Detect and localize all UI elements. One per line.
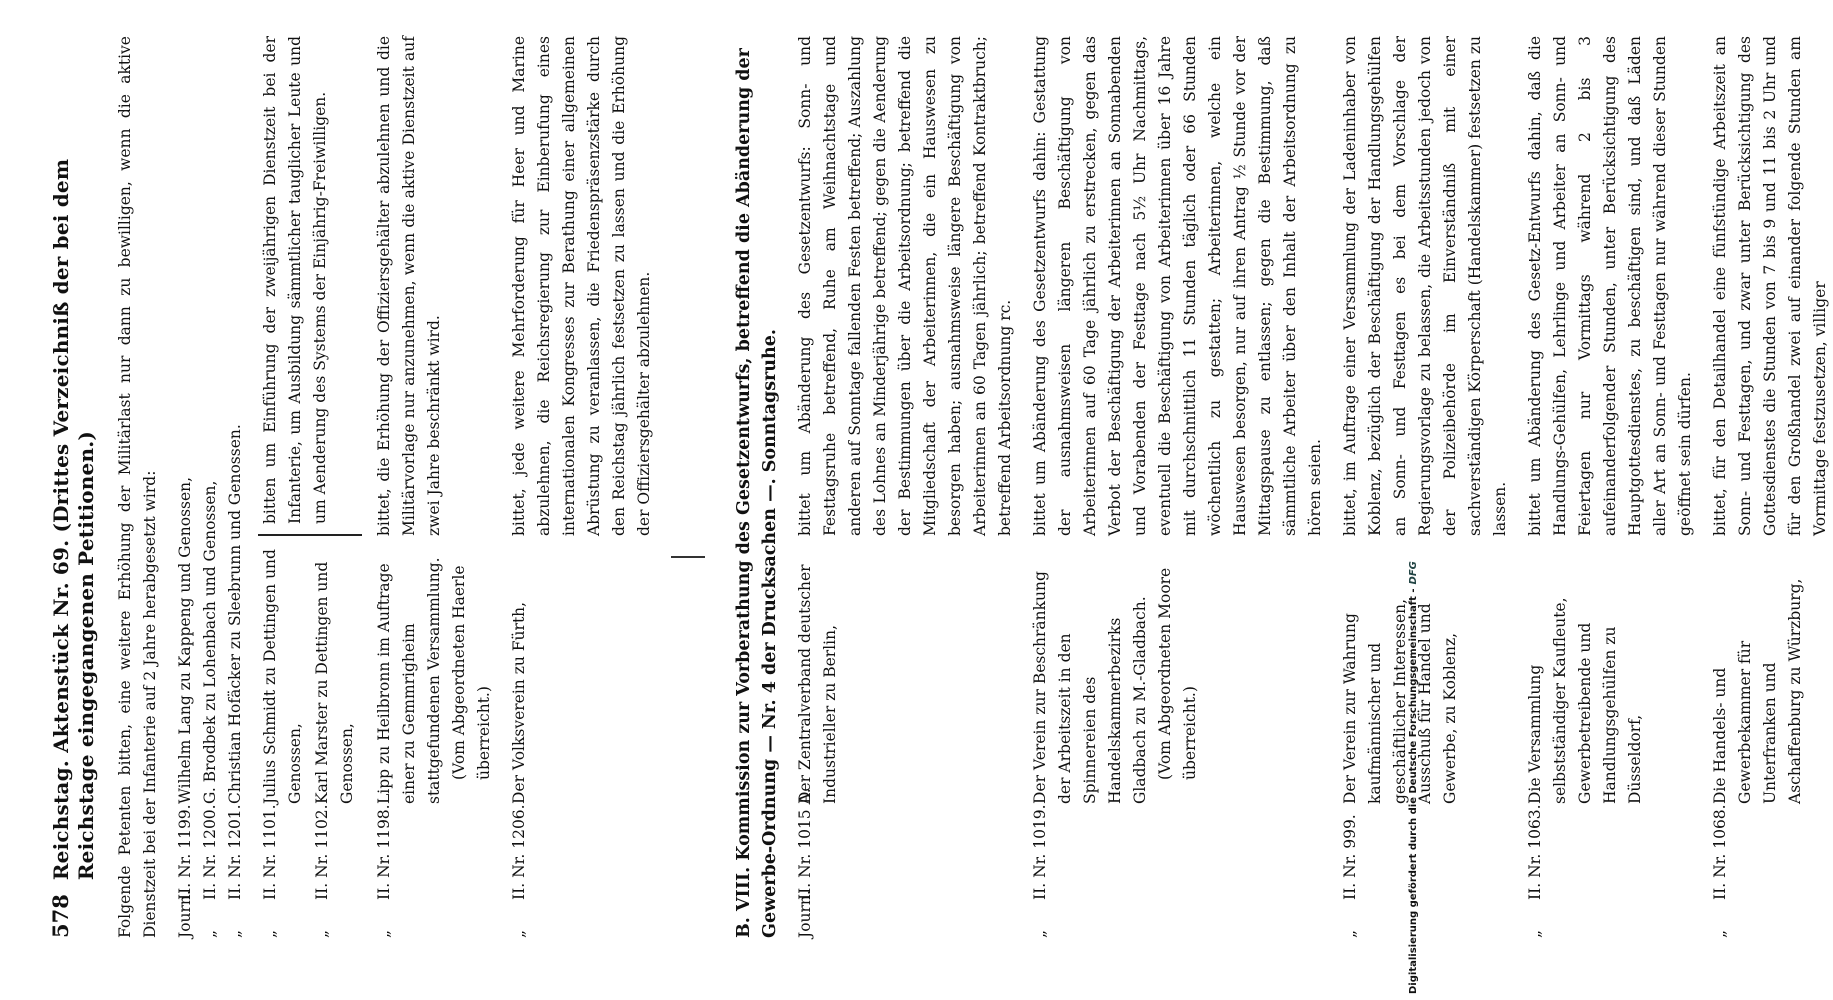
petitioner: Wilhelm Lang zu Kappeng und Genossen, xyxy=(176,476,194,804)
petition-row xyxy=(372,36,497,938)
petitioner: Der Zentralverband deutscher Industrieller zu Berlin, xyxy=(796,564,839,804)
petition-row xyxy=(1523,36,1698,938)
ditto-marker: „ xyxy=(226,929,244,938)
grouped-petitions xyxy=(258,36,362,938)
petitioner: Julius Schmidt zu Dettingen und Genossen, xyxy=(261,549,304,804)
ditto-marker: „ xyxy=(261,929,279,938)
journal-reference: II. Nr. 1200. xyxy=(201,804,219,900)
journal-marker: Journ. xyxy=(796,890,814,938)
petition-row xyxy=(310,536,360,938)
petition-row xyxy=(173,36,198,938)
dfg-logo: DFG xyxy=(1408,561,1419,585)
petition-row xyxy=(258,536,308,938)
petition-request: bittet, die Erhöhung der Offiziersgehälter abzulehnen und die Militärvorlage nur anzunehmen, wenn die aktive Dienstzeit auf zwei Jahre beschränkt wird. xyxy=(375,36,443,536)
journal-reference: II. Nr. 1101. xyxy=(261,804,279,900)
petition-request: bittet, im Auftrage einer Versammlung der Ladeninhaber von Koblenz, bezüglich der Beschäftigung der Handlungsgehülfen an Sonn- und Festtagen es bei dem Vorschlage der Regierungsvorlage zu belassen, die Arbeitsstunden jedoch von der Polizeibehörde im Einverständniß mit einer sachverständigen Körperschaft (Handelskammer) festsetzen zu lassen. xyxy=(1341,36,1509,536)
petitioner: Die Versammlung selbstständiger Kaufleute, Gewerbetreibende und Handlungsgehülfen zu Düsseldorf, xyxy=(1526,597,1644,804)
petition-row xyxy=(1708,36,1833,938)
section-heading: B. VIII. Kommission zur Vorberathung des Gesetzentwurfs, betreffend die Abänderung der Gewerbe-Ordnung — Nr. 4 der Drucksachen —. Sonntagsruhe. xyxy=(734,48,780,938)
petition-row xyxy=(223,36,248,938)
separator-rule xyxy=(671,556,705,558)
ditto-marker: „ xyxy=(201,929,219,938)
ditto-marker: „ xyxy=(1711,929,1729,938)
intro-paragraph: Folgende Petenten bitten, eine weitere Erhöhung der Militärlast nur dann zu bewilligen, wenn die aktive Dienstzeit bei der Infanterie auf 2 Jahre herabgesetzt wird: xyxy=(116,36,159,938)
page-header xyxy=(48,36,99,938)
journal-reference: II. Nr. 1063. xyxy=(1526,804,1544,900)
journal-marker: Journ. xyxy=(176,890,194,938)
journal-reference: II. Nr. 1019. xyxy=(1031,804,1049,900)
petitioner xyxy=(1028,536,1328,804)
ditto-marker: „ xyxy=(1526,929,1544,938)
journal-reference: II. Nr. 1015 A. xyxy=(796,788,814,900)
ditto-marker: „ xyxy=(510,929,528,938)
digitization-credit-text: Digitalisierung gefördert durch die Deutsche Forschungsgemeinschaft - xyxy=(1408,588,1419,994)
grouped-request: bitten um Einführung der zweijährigen Dienstzeit bei der Infanterie, um Ausbildung sämmtlicher tauglicher Leute und um Aenderung des Systems der Einjährig-Freiwilligen. xyxy=(258,36,362,536)
ditto-marker: „ xyxy=(375,929,393,938)
ditto-marker: „ xyxy=(1341,929,1359,938)
petition-row xyxy=(1028,36,1328,938)
digitization-credit xyxy=(1408,561,1419,994)
petitioner-name: Der Verein zur Beschränkung der Arbeitszeit in den Spinnereien des Handelskammerbezirks Gladbach zu M.-Gladbach. xyxy=(1031,571,1149,804)
petition-request: bittet, für den Detailhandel eine fünfstündige Arbeitszeit an Sonn- und Festtagen, und zwar unter Berücksichtigung des Gottesdienstes die Stunden von 7 bis 9 und 11 bis 2 Uhr und für den Großhandel zwei auf einander folgende Stunden am Vormittage festzusetzen, villiger xyxy=(1711,36,1829,536)
petitioner xyxy=(372,536,497,804)
journal-reference: II. Nr. 1198. xyxy=(375,804,393,900)
petitioner-note: (Vom Abgeordneten Haerle überreicht.) xyxy=(450,565,493,780)
petition-request: bittet um Abänderung des Gesetz-Entwurfs dahin, daß die Handlungs-Gehülfen, Lehrlinge und Arbeiter an Sonn- und Feiertagen nur Vormittags während 2 bis 3 aufeinanderfolgender Stunden, unter Berücksichtigung des Hauptgottesdienstes, zu beschäftigen sind, und daß Läden aller Art an Sonn- und Festtagen nur während dieser Stunden geöffnet sein dürfen. xyxy=(1526,36,1694,536)
petition-row xyxy=(198,36,223,938)
petitioner: Der Verein zur Wahrung kaufmännischer und geschäftlicher Interessen, Ausschuß für Handel und Gewerbe, zu Koblenz, xyxy=(1341,598,1459,804)
petition-row xyxy=(507,36,657,938)
journal-reference: II. Nr. 999. xyxy=(1341,814,1359,900)
petitioner: G. Brodbek zu Lohenbach und Genossen, xyxy=(201,480,219,804)
petition-request: bittet um Abänderung des Gesetzentwurfs: Sonn- und Festtagsruhe betreffend, Ruhe am Weihnachtstage und anderen auf Sonntage fallenden Festen betreffend; Auszahlung des Lohnes an Minderjährige betreffend; gegen die Aenderung der Bestimmungen über die Arbeitsordnung; betreffend die Mitgliedschaft der Arbeiterinnen, die ein Hauswesen zu besorgen haben; ausnahmsweise längere Beschäftigung von Arbeiterinnen an 60 Tagen jährlich; betreffend Kontraktbruch; betreffend Arbeitsordnung rc. xyxy=(796,36,1014,536)
ditto-marker: „ xyxy=(1031,929,1049,938)
petitioner-note: (Vom Abgeordneten Moore überreicht.) xyxy=(1156,567,1199,780)
journal-reference: II. Nr. 1199. xyxy=(176,804,194,900)
journal-reference: II. Nr. 1201. xyxy=(226,804,244,900)
petitioner: Karl Marster zu Dettingen und Genossen, xyxy=(313,561,356,804)
page-number: 578 xyxy=(48,894,73,938)
petitioner-name: Lipp zu Heilbronn im Auftrage einer zu Gemmrigheim stattgefundenen Versammlung. xyxy=(375,557,443,804)
page-header-text: Reichstag. Aktenstück Nr. 69. (Drittes Verzeichniß der bei dem Reichstage eingegangenen Petitionen.) xyxy=(49,158,98,881)
petitioner: Der Volksverein zu Fürth, xyxy=(510,601,528,804)
petition-request: bittet, jede weitere Mehrforderung für Heer und Marine abzulehnen, die Reichsregierung zur Einberufung eines internationalen Kongresses zur Berathung einer allgemeinen Abrüstung zu veranlassen, die Friedenspräsenzstärke durch den Reichstag jährlich festsetzen zu lassen und die Erhöhung der Offiziersgehälter abzulehnen. xyxy=(510,36,653,536)
ditto-marker: „ xyxy=(313,929,331,938)
petition-request: bittet um Abänderung des Gesetzentwurfs dahin: Gestattung der ausnahmsweisen längeren Beschäftigung von Arbeiterinnen auf 60 Tage jährlich zu erstrecken, gegen das Verbot der Beschäftigung der Arbeiterinnen an Sonnabenden und Vorabenden der Festtage nach 5½ Uhr Nachmittags, eventuell die Beschäftigung von Arbeiterinnen über 16 Jahre mit durchschnittlich 11 Stunden täglich oder 66 Stunden wöchentlich zu gestatten; Arbeiterinnen, welche ein Hauswesen besorgen, nur auf ihren Antrag ½ Stunde vor der Mittagspause zu entlassen; gegen die Bestimmung, daß sämmtliche Arbeiter über den Inhalt der Arbeitsordnung zu hören seien. xyxy=(1031,36,1324,536)
journal-reference: II. Nr. 1102. xyxy=(313,804,331,900)
petitioner: Christian Hofäcker zu Sleebrunn und Genossen. xyxy=(226,424,244,804)
journal-reference: II. Nr. 1206. xyxy=(510,804,528,900)
petitioner: Die Handels- und Gewerbekammer für Unterfranken und Aschaffenburg zu Würzburg, xyxy=(1711,578,1804,804)
petition-row xyxy=(793,36,1018,938)
journal-reference: II. Nr. 1068. xyxy=(1711,804,1729,900)
petition-row xyxy=(1338,36,1513,938)
